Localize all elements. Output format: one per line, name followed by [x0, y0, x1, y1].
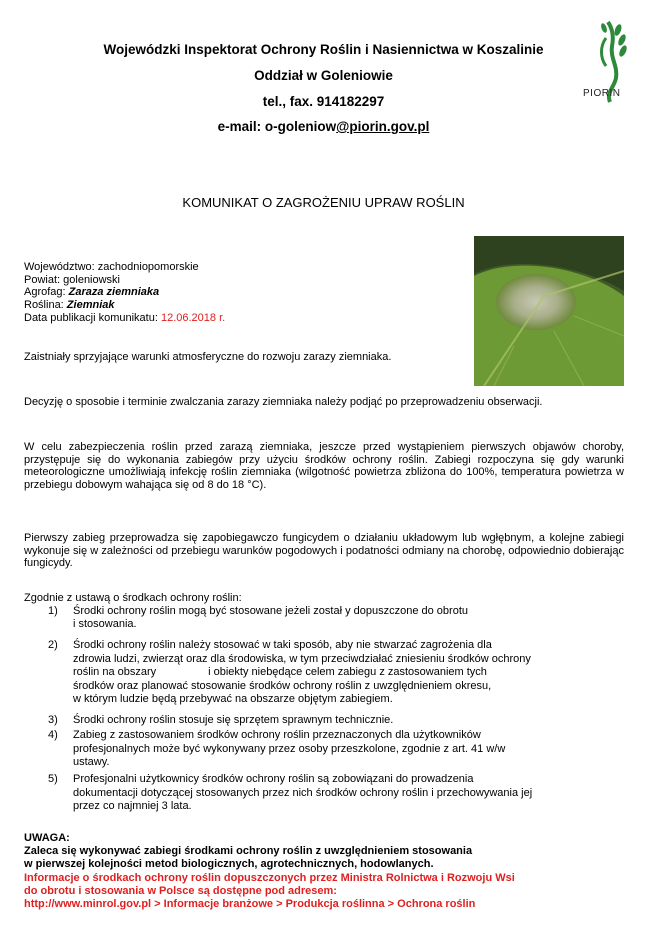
list-number: 3)	[48, 714, 58, 726]
list-item-line: i stosowania.	[73, 617, 137, 630]
list-item-line: ustawy.	[73, 756, 110, 768]
header-phone: tel., fax. 914182297	[262, 94, 385, 109]
info-block	[24, 261, 225, 325]
list-item-line: Środki ochrony roślin stosuje się sprzętem sprawnym technicznie.	[73, 714, 394, 726]
roslina-value: Ziemniak	[66, 299, 115, 312]
data-line	[24, 312, 225, 325]
list-number: 1)	[48, 605, 58, 617]
wojewodztwo-line	[24, 261, 225, 274]
email-prefix: e-mail: o-goleniow	[217, 119, 337, 134]
paragraph-1: Zaistniały sprzyjające warunki atmosferyczne do rozwoju zarazy ziemniaka.	[24, 351, 392, 363]
header-branch: Oddział w Goleniowie	[254, 68, 393, 83]
warning-block	[24, 832, 634, 911]
list-number: 2)	[48, 639, 58, 651]
wojewodztwo-label: Województwo:	[24, 261, 98, 273]
potato-leaf-photo	[474, 236, 624, 386]
list-item-line: roślin na obszary i obiekty niebędące celem zabiegu z zastosowaniem tych	[73, 666, 487, 678]
logo-text: PIORIN	[583, 88, 621, 99]
email-link[interactable]: @piorin.gov.pl	[336, 119, 430, 134]
agrofag-label: Agrofag:	[24, 286, 69, 299]
roslina-label: Roślina:	[24, 299, 67, 312]
list-item	[73, 605, 623, 630]
list-item-line: w którym ludzie będą przebywać na obszarze objętym zabiegiem.	[73, 693, 393, 705]
wojewodztwo-value: zachodniopomorskie	[97, 261, 199, 273]
list-item-line: dokumentacji dotyczącej stosowanych przez nich środków ochrony roślin i przechowywania jej	[73, 786, 533, 799]
powiat-value: goleniowski	[63, 273, 121, 286]
list-item-line: Środki ochrony roślin należy stosować w taki sposób, aby nie stwarzać zagrożenia dla	[73, 639, 492, 651]
roslina-line	[24, 299, 225, 312]
agrofag-line	[24, 286, 225, 299]
agrofag-value: Zaraza ziemniaka	[68, 286, 160, 299]
data-value: 12.06.2018 r.	[160, 311, 226, 324]
list-item-line: Profesjonalni użytkownicy środków ochrony roślin są zobowiązani do prowadzenia	[73, 773, 474, 785]
warning-red-2: do obrotu i stosowania w Polsce są dostępne pod adresem:	[24, 884, 337, 897]
list-item-line: profesjonalnych może być wykonywany przez osoby przeszkolone, zgodnie z art. 41 w/w	[73, 742, 506, 755]
paragraph-3: W celu zabezpieczenia roślin przed zarazą ziemniaka, jeszcze przed wystąpieniem pierwszych objawów choroby, przystępuje się do wykonania zabiegów przy użyciu środków ochrony roślin. Zabiegi rozpoczyna się gdy warunki meteorologiczne umożliwiają infekcję roślin ziemniaka (wilgotność powietrza zbliżona do 100%, temperatura powietrza w przebiegu dobowym wahająca się od 8 do 18 °C).	[24, 441, 624, 492]
powiat-label: Powiat:	[24, 273, 64, 286]
list-item-line: środków oraz planować stosowanie środków ochrony roślin z uwzględnieniem okresu,	[73, 679, 492, 692]
list-item-line: Środki ochrony roślin mogą być stosowane jeżeli został y dopuszczone do obrotu	[73, 605, 468, 617]
list-number: 4)	[48, 729, 58, 741]
list-item-line: przez co najmniej 3 lata.	[73, 800, 192, 812]
list-item	[73, 714, 623, 727]
header-email	[0, 119, 647, 134]
data-label: Data publikacji komunikatu:	[24, 311, 161, 324]
paragraph-4: Pierwszy zabieg przeprowadza się zapobiegawczo fungicydem o działaniu układowym lub wgłębnym, a kolejne zabiegi wykonuje się w zależności od przebiegu warunków pogodowych i podatności odmiany na chorobę, odpowiednio dobierając fungicydy.	[24, 532, 624, 570]
list-item	[73, 773, 623, 814]
list-number: 5)	[48, 773, 58, 785]
warning-line-2: w pierwszej kolejności metod biologicznych, agrotechnicznych, hodowlanych.	[24, 858, 434, 871]
list-item	[73, 729, 623, 770]
warning-label: UWAGA:	[24, 832, 70, 844]
list-item-line: zdrowia ludzi, zwierząt oraz dla środowiska, w tym przeciwdziałać zniesieniu środków ochrony	[73, 652, 531, 665]
warning-line-1: Zaleca się wykonywać zabiegi środkami ochrony roślin z uwzględnieniem stosowania	[24, 845, 473, 858]
warning-red-1: Informacje o środkach ochrony roślin dopuszczonych przez Ministra Rolnictwa i Rozwoju Wsi	[24, 871, 515, 884]
ministry-link[interactable]: http://www.minrol.gov.pl > Informacje branżowe > Produkcja roślinna > Ochrona roślin	[24, 898, 476, 911]
paragraph-2: Decyzję o sposobie i terminie zwalczania zarazy ziemniaka należy podjąć po przeprowadzeniu obserwacji.	[24, 396, 543, 408]
page-title: KOMUNIKAT O ZAGROŻENIU UPRAW ROŚLIN	[182, 195, 465, 210]
list-item-line: Zabieg z zastosowaniem środków ochrony roślin przeznaczonych dla użytkowników	[73, 729, 481, 741]
powiat-line	[24, 274, 225, 287]
paragraph-5: Zgodnie z ustawą o środkach ochrony roślin:	[24, 592, 242, 604]
list-item	[73, 639, 623, 707]
header-institution: Wojewódzki Inspektorat Ochrony Roślin i Nasiennictwa w Koszalinie	[103, 42, 544, 57]
